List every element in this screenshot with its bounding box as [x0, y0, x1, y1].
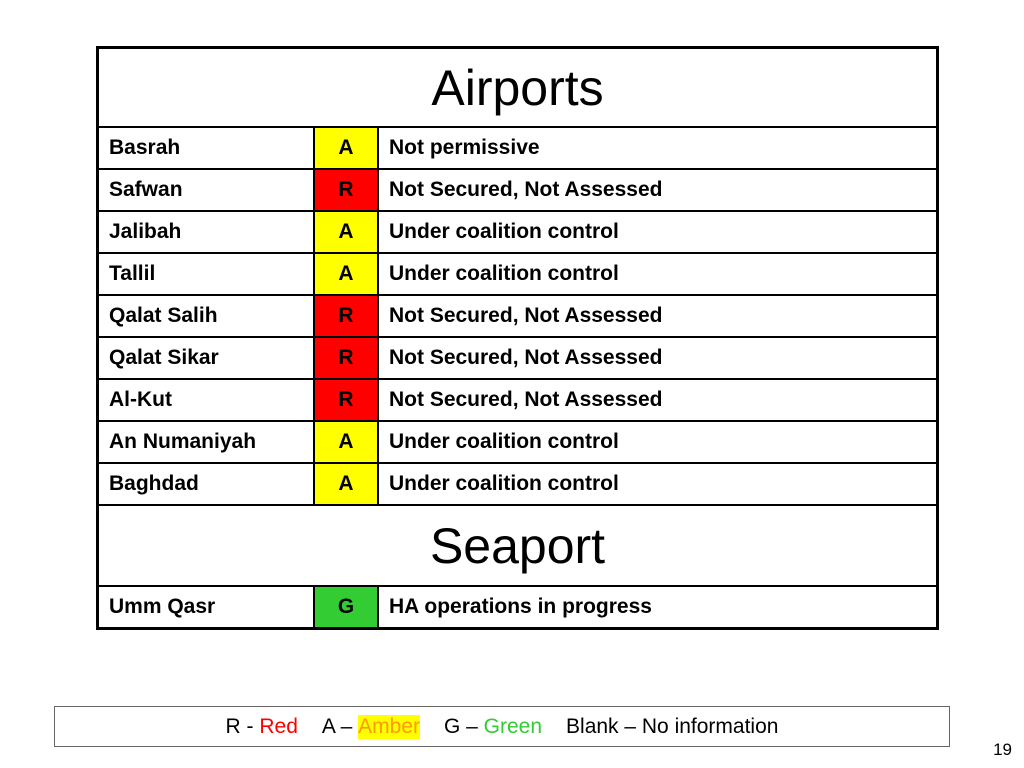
status-badge: A	[314, 253, 378, 295]
status-badge: A	[314, 127, 378, 169]
airports-heading: Airports	[98, 48, 938, 128]
status-description: Under coalition control	[378, 421, 938, 463]
location-name: An Numaniyah	[98, 421, 315, 463]
seaport-heading: Seaport	[98, 505, 938, 586]
location-name: Baghdad	[98, 463, 315, 505]
seaport-section	[98, 505, 938, 629]
airports-section	[98, 48, 938, 506]
status-badge: A	[314, 463, 378, 505]
status-badge: G	[314, 586, 378, 629]
status-badge: R	[314, 337, 378, 379]
location-name: Umm Qasr	[98, 586, 315, 629]
legend-green-word: Green	[483, 714, 543, 738]
status-description: Under coalition control	[378, 463, 938, 505]
status-description: Under coalition control	[378, 211, 938, 253]
status-description: Not Secured, Not Assessed	[378, 169, 938, 211]
status-badge: R	[314, 169, 378, 211]
table-row	[98, 379, 938, 421]
status-description: Not Secured, Not Assessed	[378, 295, 938, 337]
location-name: Qalat Sikar	[98, 337, 315, 379]
table-row	[98, 253, 938, 295]
status-badge: A	[314, 421, 378, 463]
location-name: Basrah	[98, 127, 315, 169]
location-name: Tallil	[98, 253, 315, 295]
status-badge: A	[314, 211, 378, 253]
table-row	[98, 463, 938, 505]
status-description: HA operations in progress	[378, 586, 938, 629]
status-description: Not Secured, Not Assessed	[378, 337, 938, 379]
status-table	[96, 46, 939, 630]
table-row	[98, 169, 938, 211]
status-description: Not Secured, Not Assessed	[378, 379, 938, 421]
table-row	[98, 421, 938, 463]
status-badge: R	[314, 295, 378, 337]
legend-red-prefix: R -	[225, 714, 260, 738]
location-name: Safwan	[98, 169, 315, 211]
table-row	[98, 295, 938, 337]
table-row	[98, 586, 938, 629]
status-description: Not permissive	[378, 127, 938, 169]
legend-blank: Blank – No information	[566, 714, 779, 738]
table-row	[98, 211, 938, 253]
location-name: Al-Kut	[98, 379, 315, 421]
table-row	[98, 127, 938, 169]
location-name: Jalibah	[98, 211, 315, 253]
legend	[54, 706, 950, 747]
status-description: Under coalition control	[378, 253, 938, 295]
legend-red-word: Red	[259, 714, 298, 738]
legend-green-prefix: G –	[443, 714, 484, 738]
legend-amber-word: Amber	[358, 714, 420, 738]
location-name: Qalat Salih	[98, 295, 315, 337]
table-row	[98, 337, 938, 379]
page-number: 19	[993, 740, 1012, 759]
legend-amber-prefix: A –	[321, 714, 359, 738]
status-badge: R	[314, 379, 378, 421]
